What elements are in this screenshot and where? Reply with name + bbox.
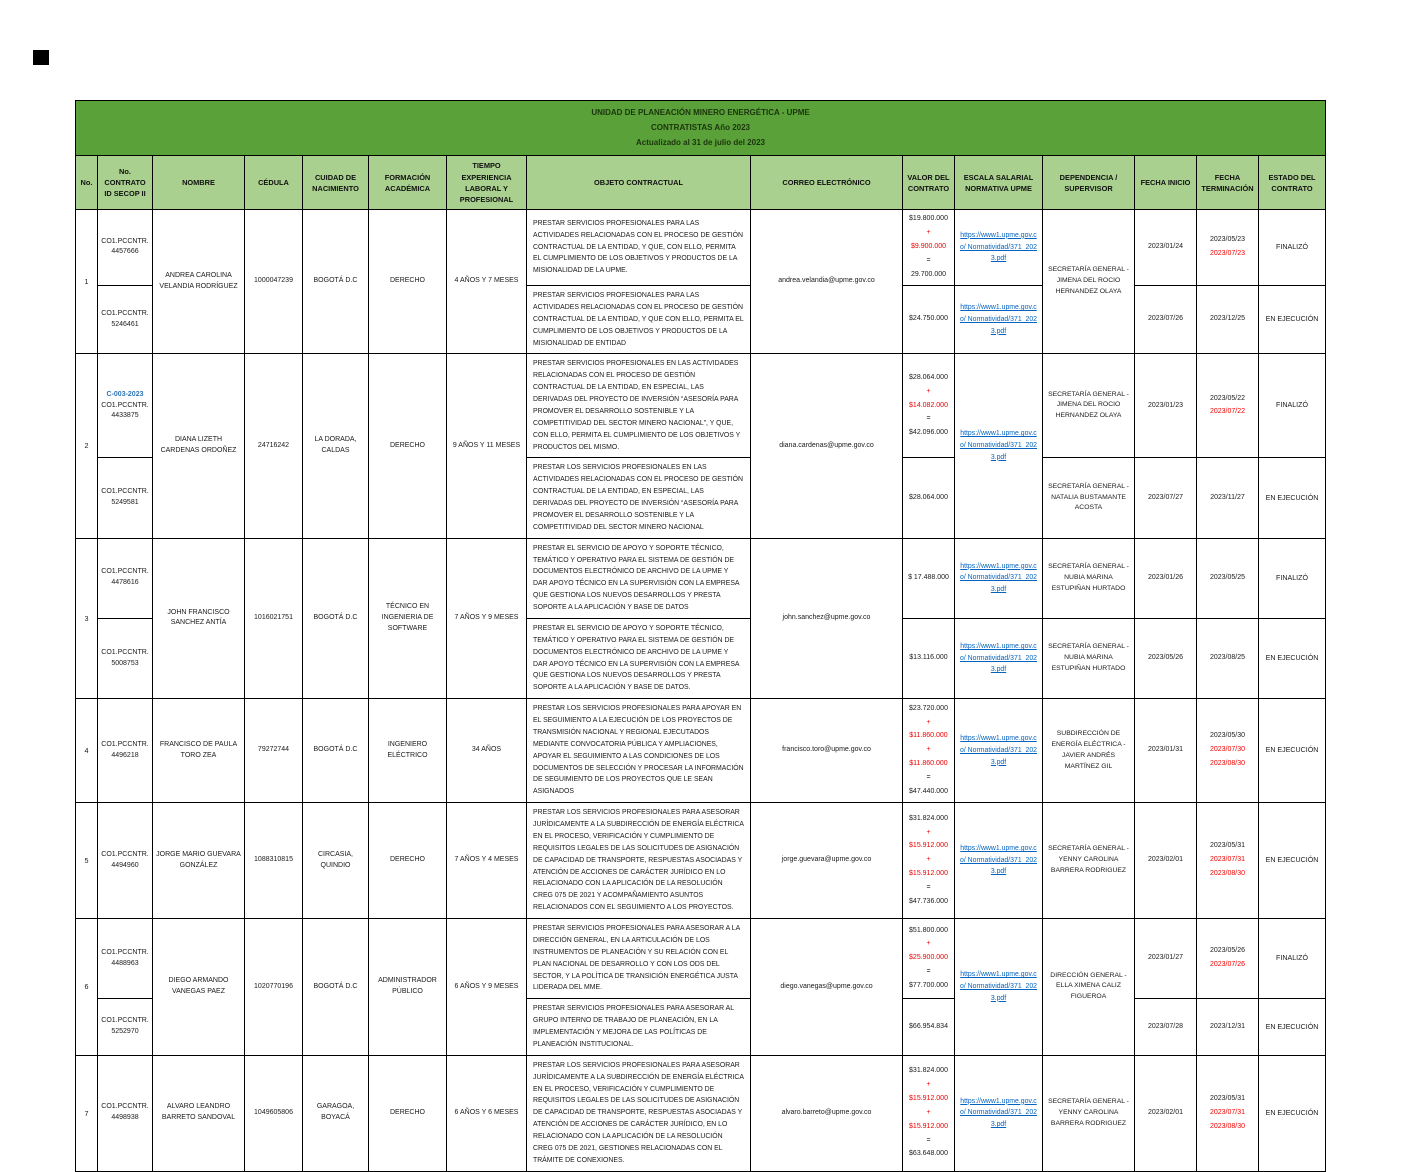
cell-contrato-id: [98, 803, 153, 919]
cell-escala-salarial: [955, 919, 1043, 1056]
cell-correo: diego.vanegas@upme.gov.co: [751, 919, 903, 1056]
cell-objeto-contractual: PRESTAR LOS SERVICIOS PROFESIONALES PARA ASESORAR JURÍDICAMENTE A LA SUBDIRECCIÓN DE ENERGÍA ELÉCTRICA EN EL PROCESO, VERIFICACIÓN Y CUMPLIMIENTO DE REQUISITOS LEGALES DE LAS SOLICITUDES DE ASIGNACIÓN DE CAPACIDAD DE TRANSPORTE, RESPUESTAS ASOCIADAS Y ATENCIÓN DE ACCIONES DE CARÁCTER JURÍDICO, EN LO RELACIONADO CON LA APLICACIÓN DE LA RESOLUCIÓN CREG 075 DE 2021, GESTIONES RELACIONADAS CON EL TRÁMITE DE CONEXIONES.: [527, 1055, 751, 1171]
cell-nombre: ALVARO LEANDRO BARRETO SANDOVAL: [153, 1055, 245, 1171]
cell-fecha-inicio: 2023/02/01: [1135, 803, 1197, 919]
cell-objeto-contractual: PRESTAR SERVICIOS PROFESIONALES PARA LAS ACTIVIDADES RELACIONADAS CON EL PROCESO DE GESTIÓN CONTRACTUAL DE LA ENTIDAD, Y QUE, CON ELLO, PERMITA EL CUMPLIMIENTO DE LOS OBJETIVOS Y PRODUCTOS DE LA MISIONALIDAD DE LA UPME.: [527, 209, 751, 285]
fecha-terminacion-line: 2023/07/22: [1209, 408, 1246, 416]
cell-cedula: 1088310815: [245, 803, 303, 919]
cell-estado-contrato: FINALIZÓ: [1259, 209, 1326, 285]
valor-line: =: [926, 256, 931, 264]
cell-formacion: INGENIERO ELÉCTRICO: [369, 699, 447, 803]
cell-escala-salarial: [955, 1055, 1043, 1171]
valor-line: +: [926, 1081, 931, 1089]
valor-line: $15.912.000: [909, 842, 948, 850]
valor-line: $77.700.000: [909, 981, 948, 989]
cell-correo: francisco.toro@upme.gov.co: [751, 699, 903, 803]
valor-line: =: [926, 773, 931, 781]
fecha-terminacion-line: 2023/07/26: [1209, 961, 1246, 969]
fecha-terminacion-line: 2023/08/30: [1209, 870, 1246, 878]
contrato-id-text: CO1.PCCNTR.5246461: [101, 309, 149, 328]
cell-row-number: 5: [76, 803, 98, 919]
table-row: [76, 699, 1326, 803]
col-escala-salarial: ESCALA SALARIAL NORMATIVA UPME: [955, 156, 1043, 209]
cell-objeto-contractual: PRESTAR EL SERVICIO DE APOYO Y SOPORTE TÉCNICO, TEMÁTICO Y OPERATIVO PARA EL SISTEMA DE GESTIÓN DE DOCUMENTOS ELECTRÓNICO DE ARCHIVO DE LA UPME Y DAR APOYO TÉCNICO EN LA SUPERVISIÓN CON LA EMPRESA QUE GESTIONA LOS NUEVOS DESARROLLOS Y PRESTA SOPORTE A LA APLICACIÓN Y BASE DE DATOS: [527, 538, 751, 618]
escala-normativa-link[interactable]: https://www1.upme.gov.co/ Normatividad/371_2023.pdf: [960, 735, 1037, 766]
cell-row-number: 3: [76, 538, 98, 699]
cell-valor-contrato: [903, 538, 955, 618]
valor-line: $9.900.000: [910, 243, 947, 251]
contrato-id-text: CO1.PCCNTR.5008753: [101, 648, 149, 667]
fecha-terminacion-line: 2023/05/31: [1209, 842, 1246, 850]
cell-correo: jorge.guevara@upme.gov.co: [751, 803, 903, 919]
cell-nombre: DIANA LIZETH CARDENAS ORDOÑEZ: [153, 354, 245, 538]
cell-escala-salarial: [955, 354, 1043, 538]
valor-line: $15.912.000: [909, 1122, 948, 1130]
cell-fecha-inicio: 2023/01/26: [1135, 538, 1197, 618]
cell-row-number: 4: [76, 699, 98, 803]
valor-line: $66.954.834: [909, 1022, 948, 1030]
cell-valor-contrato: [903, 1055, 955, 1171]
valor-line: $19.800.000: [909, 215, 948, 223]
cell-contrato-id: [98, 699, 153, 803]
cell-objeto-contractual: PRESTAR LOS SERVICIOS PROFESIONALES PARA ASESORAR JURÍDICAMENTE A LA SUBDIRECCIÓN DE ENERGÍA ELÉCTRICA EN EL PROCESO, VERIFICACIÓN Y CUMPLIMIENTO DE REQUISITOS LEGALES DE LAS SOLICITUDES DE ASIGNACIÓN DE CAPACIDAD DE TRANSPORTE, RESPUESTAS ASOCIADAS Y ATENCIÓN DE ACCIONES DE CARÁCTER JURÍDICO EN LO RELACIONADO CON LA APLICACIÓN DE LA RESOLUCIÓN CREG 075 DE 2021 Y ACOMPAÑAMIENTO ASUNTOS RELACIONADOS CON EL SEGUIMIENTO A LOS PROYECTOS.: [527, 803, 751, 919]
cell-contrato-id: [98, 209, 153, 285]
cell-dependencia-supervisor: SECRETARÍA GENERAL - JIMENA DEL ROCIO HERNANDEZ OLAYA: [1043, 209, 1135, 354]
cell-formacion: DERECHO: [369, 209, 447, 354]
valor-line: =: [926, 1136, 931, 1144]
cell-cedula: 1049605806: [245, 1055, 303, 1171]
cell-contrato-id: [98, 538, 153, 618]
valor-line: =: [926, 415, 931, 423]
cell-tiempo-experiencia: 7 AÑOS Y 9 MESES: [447, 538, 527, 699]
cell-correo: diana.cardenas@upme.gov.co: [751, 354, 903, 538]
cell-fecha-inicio: 2023/01/31: [1135, 699, 1197, 803]
fecha-terminacion-line: 2023/11/27: [1210, 493, 1245, 501]
cell-contrato-id: [98, 999, 153, 1056]
valor-line: $23.720.000: [909, 704, 948, 712]
cell-dependencia-supervisor: SUBDIRECCIÓN DE ENERGÍA ELÉCTRICA - JAVIER ANDRÉS MARTÍNEZ GIL: [1043, 699, 1135, 803]
contracts-table: [75, 100, 1326, 1172]
contrato-id-text: CO1.PCCNTR.4433875: [101, 401, 149, 420]
cell-formacion: ADMINISTRADOR PÚBLICO: [369, 919, 447, 1056]
cell-correo: alvaro.barreto@upme.gov.co: [751, 1055, 903, 1171]
col-correo: CORREO ELECTRÓNICO: [751, 156, 903, 209]
cell-ciudad-nacimiento: GARAGOA, BOYACÁ: [303, 1055, 369, 1171]
cell-valor-contrato: [903, 919, 955, 999]
col-contrato-id: No. CONTRATO ID SECOP II: [98, 156, 153, 209]
fecha-terminacion-line: 2023/05/25: [1209, 573, 1246, 581]
valor-line: $15.912.000: [909, 870, 948, 878]
cell-estado-contrato: EN EJECUCIÓN: [1259, 699, 1326, 803]
fecha-terminacion-line: 2023/05/26: [1209, 947, 1246, 955]
cell-cedula: 79272744: [245, 699, 303, 803]
cell-ciudad-nacimiento: BOGOTÁ D.C: [303, 538, 369, 699]
cell-dependencia-supervisor: SECRETARÍA GENERAL - YENNY CAROLINA BARRERA RODRIGUEZ: [1043, 803, 1135, 919]
valor-line: $13.116.000: [909, 654, 948, 662]
valor-line: $11.860.000: [909, 760, 948, 768]
title-band: [76, 101, 1326, 156]
cell-fecha-terminacion: [1197, 538, 1259, 618]
contrato-id-text: CO1.PCCNTR.4498938: [101, 1103, 149, 1122]
cell-fecha-inicio: 2023/02/01: [1135, 1055, 1197, 1171]
col-no: No.: [76, 156, 98, 209]
valor-line: $51.800.000: [909, 926, 948, 934]
fecha-terminacion-line: 2023/07/30: [1209, 746, 1246, 754]
col-tiempo-experiencia: TIEMPO EXPERIENCIA LABORAL Y PROFESIONAL: [447, 156, 527, 209]
cell-valor-contrato: [903, 699, 955, 803]
cell-fecha-terminacion: [1197, 1055, 1259, 1171]
contrato-id-text: CO1.PCCNTR.5252970: [101, 1017, 149, 1036]
cell-dependencia-supervisor: SECRETARÍA GENERAL - JIMENA DEL ROCIO HERNANDEZ OLAYA: [1043, 354, 1135, 458]
fecha-terminacion-line: 2023/08/25: [1209, 654, 1246, 662]
cell-row-number: 7: [76, 1055, 98, 1171]
cell-formacion: DERECHO: [369, 803, 447, 919]
cell-estado-contrato: EN EJECUCIÓN: [1259, 286, 1326, 354]
table-row: [76, 354, 1326, 458]
cell-formacion: DERECHO: [369, 1055, 447, 1171]
escala-normativa-link[interactable]: https://www1.upme.gov.co/ Normatividad/371_2023.pdf: [960, 1097, 1037, 1129]
title-row: [76, 101, 1326, 156]
cell-estado-contrato: EN EJECUCIÓN: [1259, 1055, 1326, 1171]
cell-tiempo-experiencia: 7 AÑOS Y 4 MESES: [447, 803, 527, 919]
cell-tiempo-experiencia: 34 AÑOS: [447, 699, 527, 803]
cell-fecha-terminacion: [1197, 286, 1259, 354]
escala-normativa-link[interactable]: https://www1.upme.gov.co/ Normatividad/371_2023.pdf: [960, 971, 1037, 1002]
cell-valor-contrato: [903, 286, 955, 354]
cell-tiempo-experiencia: 6 AÑOS Y 9 MESES: [447, 919, 527, 1056]
valor-line: $31.824.000: [909, 1067, 948, 1075]
cell-cedula: 1016021751: [245, 538, 303, 699]
cell-escala-salarial: [955, 209, 1043, 285]
valor-line: $14.082.000: [909, 401, 948, 409]
cell-estado-contrato: FINALIZÓ: [1259, 354, 1326, 458]
valor-line: $28.064.000: [909, 493, 948, 501]
valor-line: $47.440.000: [909, 787, 948, 795]
cell-objeto-contractual: PRESTAR SERVICIOS PROFESIONALES PARA LAS ACTIVIDADES RELACIONADAS CON EL PROCESO DE GESTIÓN CONTRACTUAL DE LA ENTIDAD, Y QUE CON ELLO, PERMITA EL CUMPLIMIENTO DE LOS OBJETIVOS Y PRODUCTOS DE LA MISIONALIDAD DE ENTIDAD: [527, 286, 751, 354]
table-row: [76, 538, 1326, 618]
valor-line: +: [926, 387, 931, 395]
valor-line: $11.860.000: [909, 732, 948, 740]
cell-valor-contrato: [903, 209, 955, 285]
cell-nombre: JORGE MARIO GUEVARA GONZÁLEZ: [153, 803, 245, 919]
cell-contrato-id: [98, 1055, 153, 1171]
fecha-terminacion-line: 2023/05/22: [1209, 394, 1246, 402]
cell-dependencia-supervisor: SECRETARÍA GENERAL - NUBIA MARINA ESTUPIÑAN HURTADO: [1043, 538, 1135, 618]
fecha-terminacion-line: 2023/12/25: [1209, 315, 1246, 323]
cell-escala-salarial: [955, 618, 1043, 698]
cell-valor-contrato: [903, 618, 955, 698]
cell-estado-contrato: FINALIZÓ: [1259, 538, 1326, 618]
valor-line: +: [926, 229, 931, 237]
col-dependencia-supervisor: DEPENDENCIA / SUPERVISOR: [1043, 156, 1135, 209]
report-subtitle: CONTRATISTAS Año 2023: [651, 122, 750, 132]
cell-objeto-contractual: PRESTAR EL SERVICIO DE APOYO Y SOPORTE TÉCNICO, TEMÁTICO Y OPERATIVO PARA EL SISTEMA DE GESTIÓN DE DOCUMENTOS ELECTRÓNICO DE ARCHIVO DE LA UPME Y DAR APOYO TÉCNICO EN LA SUPERVISIÓN CON LA EMPRESA QUE GESTIONA LOS NUEVOS DESARROLLOS Y PRESTA SOPORTE A LA APLICACIÓN Y BASE DE DATOS.: [527, 618, 751, 698]
cell-valor-contrato: [903, 803, 955, 919]
cell-ciudad-nacimiento: LA DORADA, CALDAS: [303, 354, 369, 538]
cell-fecha-inicio: 2023/07/27: [1135, 458, 1197, 538]
stray-mark: [33, 50, 49, 65]
cell-ciudad-nacimiento: BOGOTÁ D.C: [303, 209, 369, 354]
col-fecha-terminacion: FECHA TERMINACIÓN: [1197, 156, 1259, 209]
cell-objeto-contractual: PRESTAR SERVICIOS PROFESIONALES EN LAS ACTIVIDADES RELACIONADAS CON EL PROCESO DE GESTIÓN CONTRACTUAL DE LA ENTIDAD, EN ESPECIAL, LAS DERIVADAS DEL PROYECTO DE INVERSIÓN “ASESORÍA PARA PROMOVER EL DESARROLLO SOSTENIBLE Y LA COMPETITIVIDAD DEL SECTOR MINERO NACIONAL”, Y QUE, CON ELLO, PERMITA EL CUMPLIMIENTO DE LOS OBJETIVOS Y PRODUCTOS DEL MISMO.: [527, 354, 751, 458]
cell-estado-contrato: EN EJECUCIÓN: [1259, 999, 1326, 1056]
cell-fecha-inicio: 2023/05/26: [1135, 618, 1197, 698]
escala-normativa-link[interactable]: https://www1.upme.gov.co/ Normatividad/371_2023.pdf: [960, 430, 1037, 461]
cell-cedula: 1000047239: [245, 209, 303, 354]
cell-objeto-contractual: PRESTAR SERVICIOS PROFESIONALES PARA ASESORAR AL GRUPO INTERNO DE TRABAJO DE PLANEACIÓN, EN LA IMPLEMENTACIÓN Y MEJORA DE LAS POLÍTICAS DE PLANEACIÓN INSTITUCIONAL.: [527, 999, 751, 1056]
cell-correo: andrea.velandia@upme.gov.co: [751, 209, 903, 354]
cell-valor-contrato: [903, 999, 955, 1056]
cell-row-number: 2: [76, 354, 98, 538]
valor-line: $42.096.000: [909, 429, 948, 437]
valor-line: 29.700.000: [910, 270, 947, 278]
cell-objeto-contractual: PRESTAR SERVICIOS PROFESIONALES PARA ASESORAR A LA DIRECCIÓN GENERAL, EN LA ARTICULACIÓN DE LOS INSTRUMENTOS DE PLANEACIÓN Y SU RELACIÓN CON EL PLAN NACIONAL DE DESARROLLO Y CON LOS ODS DEL SECTOR, Y LA POLÍTICA DE TRANSICIÓN ENERGÉTICA JUSTA LIDERADA DEL MME.: [527, 919, 751, 999]
fecha-terminacion-line: 2023/08/30: [1209, 1122, 1246, 1130]
col-fecha-inicio: FECHA INICIO: [1135, 156, 1197, 209]
valor-line: +: [926, 856, 931, 864]
cell-fecha-terminacion: [1197, 999, 1259, 1056]
valor-line: $15.912.000: [909, 1094, 948, 1102]
cell-estado-contrato: EN EJECUCIÓN: [1259, 458, 1326, 538]
header-row: [76, 156, 1326, 209]
fecha-terminacion-line: 2023/07/23: [1209, 249, 1246, 257]
cell-objeto-contractual: PRESTAR LOS SERVICIOS PROFESIONALES PARA APOYAR EN EL SEGUIMIENTO A LA EJECUCIÓN DE LOS PROYECTOS DE TRANSMISIÓN NACIONAL Y REGIONAL EJECUTADOS MEDIANTE CONVOCATORIA PÚBLICA Y AMPLIACIONES, APOYAR EL SEGUIMIENTO A LAS CONDICIONES DE LOS DOCUMENTOS DE SELECCIÓN Y PROCESAR LA INFORMACIÓN DE SEGUIMIENTO DE LOS PROYECTOS QUE LE SEAN ASIGNADOS: [527, 699, 751, 803]
cell-valor-contrato: [903, 354, 955, 458]
valor-line: +: [926, 828, 931, 836]
col-ciudad-nacimiento: CUIDAD DE NACIMIENTO: [303, 156, 369, 209]
cell-contrato-id: [98, 618, 153, 698]
cell-dependencia-supervisor: SECRETARÍA GENERAL - NATALIA BUSTAMANTE ACOSTA: [1043, 458, 1135, 538]
table-row: [76, 209, 1326, 285]
cell-fecha-terminacion: [1197, 618, 1259, 698]
cell-escala-salarial: [955, 286, 1043, 354]
cell-fecha-terminacion: [1197, 699, 1259, 803]
fecha-terminacion-line: 2023/05/23: [1209, 236, 1246, 244]
cell-estado-contrato: FINALIZÓ: [1259, 919, 1326, 999]
cell-contrato-id: [98, 286, 153, 354]
cell-fecha-terminacion: [1197, 458, 1259, 538]
fecha-terminacion-line: 2023/07/31: [1209, 1108, 1246, 1116]
valor-line: +: [926, 746, 931, 754]
fecha-terminacion-line: 2023/05/30: [1209, 732, 1246, 740]
cell-fecha-inicio: 2023/01/27: [1135, 919, 1197, 999]
cell-escala-salarial: [955, 803, 1043, 919]
contrato-id-text: CO1.PCCNTR.4496218: [101, 740, 149, 759]
valor-line: $24.750.000: [909, 315, 948, 323]
col-estado-contrato: ESTADO DEL CONTRATO: [1259, 156, 1326, 209]
col-cedula: CÉDULA: [245, 156, 303, 209]
contrato-id-text: CO1.PCCNTR.4457666: [101, 237, 149, 256]
cell-row-number: 1: [76, 209, 98, 354]
valor-line: +: [926, 1108, 931, 1116]
cell-escala-salarial: [955, 699, 1043, 803]
col-valor-contrato: VALOR DEL CONTRATO: [903, 156, 955, 209]
cell-cedula: 24716242: [245, 354, 303, 538]
fecha-terminacion-line: 2023/08/30: [1209, 760, 1246, 768]
cell-dependencia-supervisor: DIRECCIÓN GENERAL - ELLA XIMENA CALIZ FIGUEROA: [1043, 919, 1135, 1056]
escala-normativa-link[interactable]: https://www1.upme.gov.co/ Normatividad/371_2023.pdf: [960, 845, 1037, 876]
cell-formacion: DERECHO: [369, 354, 447, 538]
cell-fecha-inicio: 2023/07/28: [1135, 999, 1197, 1056]
cell-ciudad-nacimiento: BOGOTÁ D.C: [303, 919, 369, 1056]
valor-line: $ 17.488.000: [908, 573, 949, 581]
valor-line: $31.824.000: [909, 814, 948, 822]
report-title: UNIDAD DE PLANEACIÓN MINERO ENERGÉTICA - UPME: [591, 108, 810, 117]
cell-nombre: FRANCISCO DE PAULA TORO ZEA: [153, 699, 245, 803]
cell-fecha-terminacion: [1197, 919, 1259, 999]
table-row: [76, 1055, 1326, 1171]
escala-normativa-link[interactable]: https://www1.upme.gov.co/ Normatividad/371_2023.pdf: [960, 304, 1037, 335]
cell-tiempo-experiencia: 6 AÑOS Y 6 MESES: [447, 1055, 527, 1171]
cell-dependencia-supervisor: SECRETARÍA GENERAL - NUBIA MARINA ESTUPIÑAN HURTADO: [1043, 618, 1135, 698]
cell-estado-contrato: EN EJECUCIÓN: [1259, 803, 1326, 919]
cell-tiempo-experiencia: 9 AÑOS Y 11 MESES: [447, 354, 527, 538]
cell-ciudad-nacimiento: BOGOTÁ D.C: [303, 699, 369, 803]
valor-line: =: [926, 968, 931, 976]
cell-escala-salarial: [955, 538, 1043, 618]
cell-fecha-inicio: 2023/01/24: [1135, 209, 1197, 285]
cell-formacion: TÉCNICO EN INGENIERIA DE SOFTWARE: [369, 538, 447, 699]
valor-line: =: [926, 883, 931, 891]
valor-line: $47.736.000: [909, 897, 948, 905]
cell-fecha-terminacion: [1197, 354, 1259, 458]
cell-fecha-inicio: 2023/07/26: [1135, 286, 1197, 354]
contrato-id-text: CO1.PCCNTR.4488963: [101, 948, 149, 967]
col-objeto-contractual: OBJETO CONTRACTUAL: [527, 156, 751, 209]
cell-nombre: ANDREA CAROLINA VELANDIA RODRÍGUEZ: [153, 209, 245, 354]
cell-row-number: 6: [76, 919, 98, 1056]
valor-line: $63.648.000: [909, 1150, 948, 1158]
valor-line: $28.064.000: [909, 373, 948, 381]
valor-line: $25.900.000: [909, 954, 948, 962]
cell-dependencia-supervisor: SECRETARÍA GENERAL - YENNY CAROLINA BARRERA RODRIGUEZ: [1043, 1055, 1135, 1171]
fecha-terminacion-line: 2023/05/31: [1209, 1094, 1246, 1102]
cell-objeto-contractual: PRESTAR LOS SERVICIOS PROFESIONALES EN LAS ACTIVIDADES RELACIONADAS CON EL PROCESO DE GESTIÓN CONTRACTUAL DE LA ENTIDAD, EN ESPECIAL, LAS DERIVADAS DEL PROYECTO DE INVERSIÓN “ASESORÍA PARA PROMOVER EL DESARROLLO SOSTENIBLE Y LA COMPETITIVIDAD DEL SECTOR MINERO NACIONAL: [527, 458, 751, 538]
escala-normativa-link[interactable]: https://www1.upme.gov.co/ Normatividad/371_2023.pdf: [960, 562, 1037, 594]
fecha-terminacion-line: 2023/12/31: [1209, 1022, 1246, 1030]
cell-tiempo-experiencia: 4 AÑOS Y 7 MESES: [447, 209, 527, 354]
cell-nombre: JOHN FRANCISCO SANCHEZ ANTÍA: [153, 538, 245, 699]
col-formacion-academica: FORMACIÓN ACADÉMICA: [369, 156, 447, 209]
escala-normativa-link[interactable]: https://www1.upme.gov.co/ Normatividad/371_2023.pdf: [960, 231, 1037, 263]
cell-ciudad-nacimiento: CIRCASIA, QUINDIO: [303, 803, 369, 919]
cell-cedula: 1020770196: [245, 919, 303, 1056]
contrato-id-text: CO1.PCCNTR.4494960: [101, 850, 149, 869]
cell-estado-contrato: EN EJECUCIÓN: [1259, 618, 1326, 698]
cell-fecha-inicio: 2023/01/23: [1135, 354, 1197, 458]
cell-correo: john.sanchez@upme.gov.co: [751, 538, 903, 699]
contrato-link[interactable]: C-003-2023: [106, 390, 144, 398]
table-row: [76, 919, 1326, 999]
contrato-id-text: CO1.PCCNTR.4478616: [101, 568, 149, 587]
cell-fecha-terminacion: [1197, 803, 1259, 919]
cell-contrato-id: [98, 354, 153, 458]
valor-line: +: [926, 940, 931, 948]
table-row: [76, 803, 1326, 919]
cell-contrato-id: [98, 919, 153, 999]
cell-contrato-id: [98, 458, 153, 538]
escala-normativa-link[interactable]: https://www1.upme.gov.co/ Normatividad/371_2023.pdf: [960, 642, 1037, 674]
cell-fecha-terminacion: [1197, 209, 1259, 285]
cell-nombre: DIEGO ARMANDO VANEGAS PAEZ: [153, 919, 245, 1056]
report-updated-date: Actualizado al 31 de julio del 2023: [636, 137, 765, 147]
table-wrapper: [75, 100, 1326, 1172]
valor-line: +: [926, 718, 931, 726]
fecha-terminacion-line: 2023/07/31: [1209, 856, 1246, 864]
col-nombre: NOMBRE: [153, 156, 245, 209]
contrato-id-text: CO1.PCCNTR.5249581: [101, 488, 149, 507]
cell-valor-contrato: [903, 458, 955, 538]
